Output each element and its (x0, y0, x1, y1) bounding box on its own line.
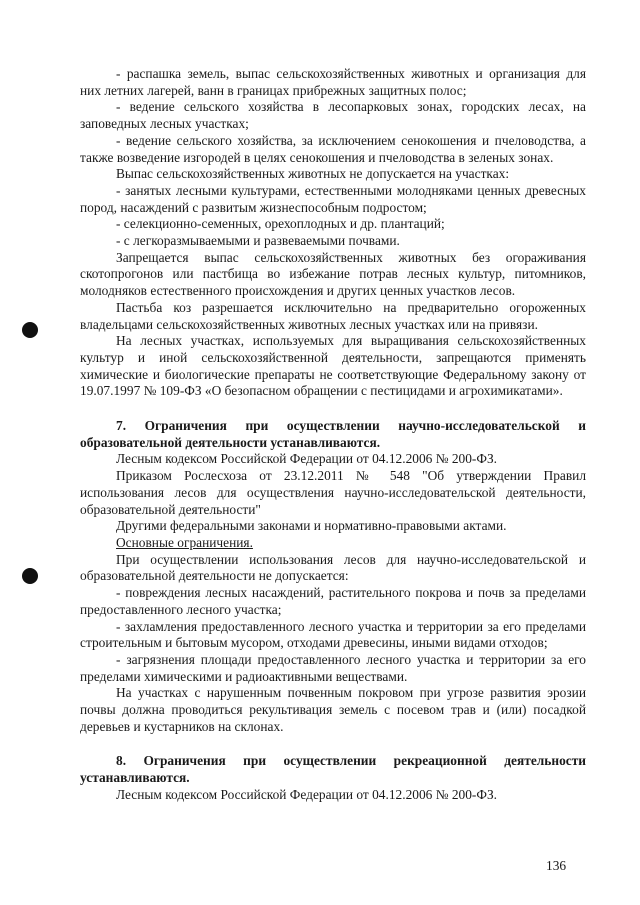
paragraph: - ведение сельского хозяйства, за исключением сенокошения и пчеловодства, а также возведение изгородей в целях сенокошения и пчеловодства в зеленых зонах. (80, 132, 586, 165)
paragraph: Лесным кодексом Российской Федерации от 04.12.2006 № 200-ФЗ. (116, 451, 498, 467)
paragraph: - загрязнения площади предоставленного лесного участка и территории за его пределами химическими и радиоактивными веществами. (80, 651, 586, 684)
subheading-text: Основные ограничения. (116, 534, 253, 550)
punch-hole-bottom (22, 568, 38, 584)
paragraph: Пастьба коз разрешается исключительно на предварительно огороженных владельцами сельскохозяйственных животных лесных участках или на привязи. (80, 299, 586, 332)
paragraph: Другими федеральными законами и нормативно-правовыми актами. (116, 518, 507, 534)
paragraph: На лесных участках, используемых для выращивания сельскохозяйственных культур и иной сельскохозяйственной деятельности, запрещаются применять химические и биологические препараты не соответствующие Федеральному закону от 19.07.1997 № 109-ФЗ «О безопасном обращении с пестицидами и агрохимикатами». (80, 333, 586, 399)
paragraph: Лесным кодексом Российской Федерации от 04.12.2006 № 200-ФЗ. (116, 786, 498, 802)
document-page (80, 66, 586, 804)
section-8-heading: 8. Ограничения при осуществлении рекреационной деятельности устанавливаются. (80, 753, 586, 786)
paragraph: - захламления предоставленного лесного участка и территории за его пределами строительным и бытовым мусором, отходами древесины, иными видами отходов; (80, 618, 586, 651)
punch-hole-top (22, 322, 38, 338)
paragraph: - занятых лесными культурами, естественными молодняками ценных древесных пород, насаждений с развитым жизнеспособным подростом; (80, 182, 586, 215)
spacer (80, 735, 586, 753)
page-number: 136 (546, 858, 567, 873)
section-7-subheading (80, 535, 586, 552)
paragraph: - с легкоразмываемыми и развеваемыми почвами. (116, 233, 400, 249)
paragraph: - селекционно-семенных, орехоплодных и др. плантаций; (116, 216, 445, 232)
paragraph: - распашка земель, выпас сельскохозяйственных животных и организация для них летних лагерей, ванн в границах прибрежных защитных полос; (80, 66, 586, 98)
paragraph: На участках с нарушенным почвенным покровом при угрозе развития эрозии почвы должна проводиться рекультивация земель с посевом трав и (или) посадкой деревьев и кустарников на склонах. (80, 685, 586, 734)
paragraph: Выпас сельскохозяйственных животных не допускается на участках: (116, 166, 510, 182)
paragraph: Приказом Рослесхоза от 23.12.2011 № 548 "Об утверждении Правил использования лесов для осуществления научно-исследовательской деятельности, образовательной деятельности" (80, 468, 586, 517)
paragraph: - ведение сельского хозяйства в лесопарковых зонах, городских лесах, на заповедных лесных участках; (80, 99, 586, 132)
paragraph: При осуществлении использования лесов для научно-исследовательской и образовательной деятельности не допускается: (80, 551, 586, 584)
paragraph: - повреждения лесных насаждений, растительного покрова и почв за пределами предоставленного лесного участка; (80, 585, 586, 617)
spacer (80, 400, 586, 418)
section-7-heading: 7. Ограничения при осуществлении научно-исследовательской и образовательной деятельности устанавливаются. (80, 418, 586, 450)
paragraph: Запрещается выпас сельскохозяйственных животных без огораживания скотопрогонов или пастбища во избежание потрав лесных культур, питомников, молодняков естественного происхождения и других ценных участков лесов. (80, 249, 586, 299)
